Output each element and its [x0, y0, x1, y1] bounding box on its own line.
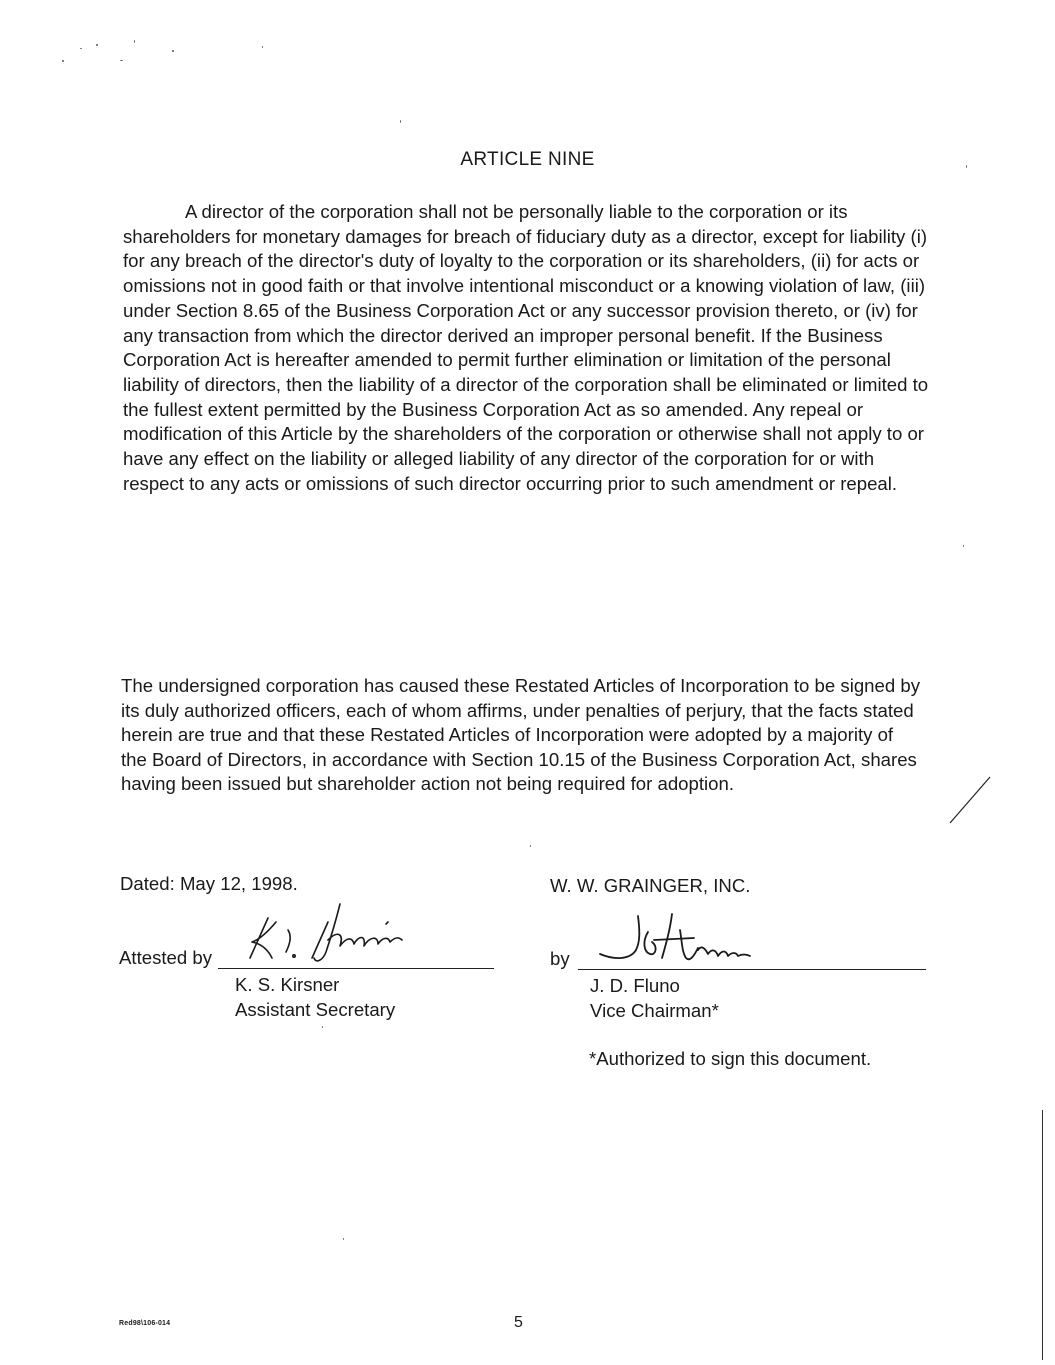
company-name: W. W. GRAINGER, INC.: [550, 875, 751, 896]
article-paragraph: [123, 200, 935, 496]
attested-by-label: Attested by: [119, 947, 213, 968]
left-signatory-title: Assistant Secretary: [235, 999, 396, 1020]
left-signatory: [235, 972, 395, 1022]
page-number: 5: [514, 1314, 523, 1331]
by-label: by: [550, 948, 570, 969]
scan-speck: [62, 60, 64, 62]
scan-speck: [966, 165, 967, 168]
article-heading: ARTICLE NINE: [460, 149, 595, 170]
scan-speck: [262, 46, 263, 48]
article-paragraph-text: A director of the corporation shall not be personally liable to the corporation or its shareholders for monetary damages for breach of fiduciary duty as a director, except for liability (i) for any breach of the director's duty of loyalty to the corporation or its shareholders, (ii) for acts or omissions not in good faith or that involve intentional misconduct or a knowing violation of law, (iii) under Section 8.65 of the Business Corporation Act or any successor provision thereto, or (iv) for any transaction from which the director derived an improper personal benefit. If the Business Corporation Act is hereafter amended to permit further elimination or limitation of the personal liability of directors, then the liability of a director of the corporation shall be eliminated or limited to the fullest extent permitted by the Business Corporation Act as so amended. Any repeal or modification of this Article by the shareholders of the corporation or otherwise shall not apply to or have any effect on the liability or alleged liability of any director of the corporation for or with respect to any acts or omissions of such director occurring prior to such amendment or repeal.: [123, 201, 929, 494]
scan-mark-icon: [948, 775, 992, 825]
scan-speck: [963, 545, 964, 547]
right-signatory-title: Vice Chairman*: [590, 1000, 719, 1021]
kirsner-signature-icon: [228, 900, 428, 970]
scan-speck: [80, 48, 82, 49]
scan-speck: [530, 845, 531, 847]
document-reference: Red98\106-014: [119, 1320, 171, 1327]
scan-speck: [134, 40, 135, 43]
dated-line: Dated: May 12, 1998.: [120, 873, 298, 894]
authorization-footnote: *Authorized to sign this document.: [589, 1048, 872, 1069]
scan-speck: [120, 60, 123, 61]
scan-speck: [96, 44, 98, 46]
scan-edge-line: [1042, 1110, 1043, 1360]
scan-speck: [322, 1026, 323, 1028]
scan-speck: [172, 50, 174, 52]
fluno-signature-icon: [590, 910, 800, 970]
right-signatory: [590, 973, 719, 1023]
certification-paragraph: The undersigned corporation has caused these Restated Articles of Incorporation to be signed by its duly authorized officers, each of whom affirms, under penalties of perjury, that the facts stated herein are true and that these Restated Articles of Incorporation were adopted by a majority of the Board of Directors, in accordance with Section 10.15 of the Business Corporation Act, shares having been issued but shareholder action not being required for adoption.: [121, 675, 920, 794]
right-signatory-name: J. D. Fluno: [590, 975, 680, 996]
scan-speck: [400, 120, 401, 123]
left-signatory-name: K. S. Kirsner: [235, 974, 340, 995]
scan-speck: [343, 1238, 344, 1240]
